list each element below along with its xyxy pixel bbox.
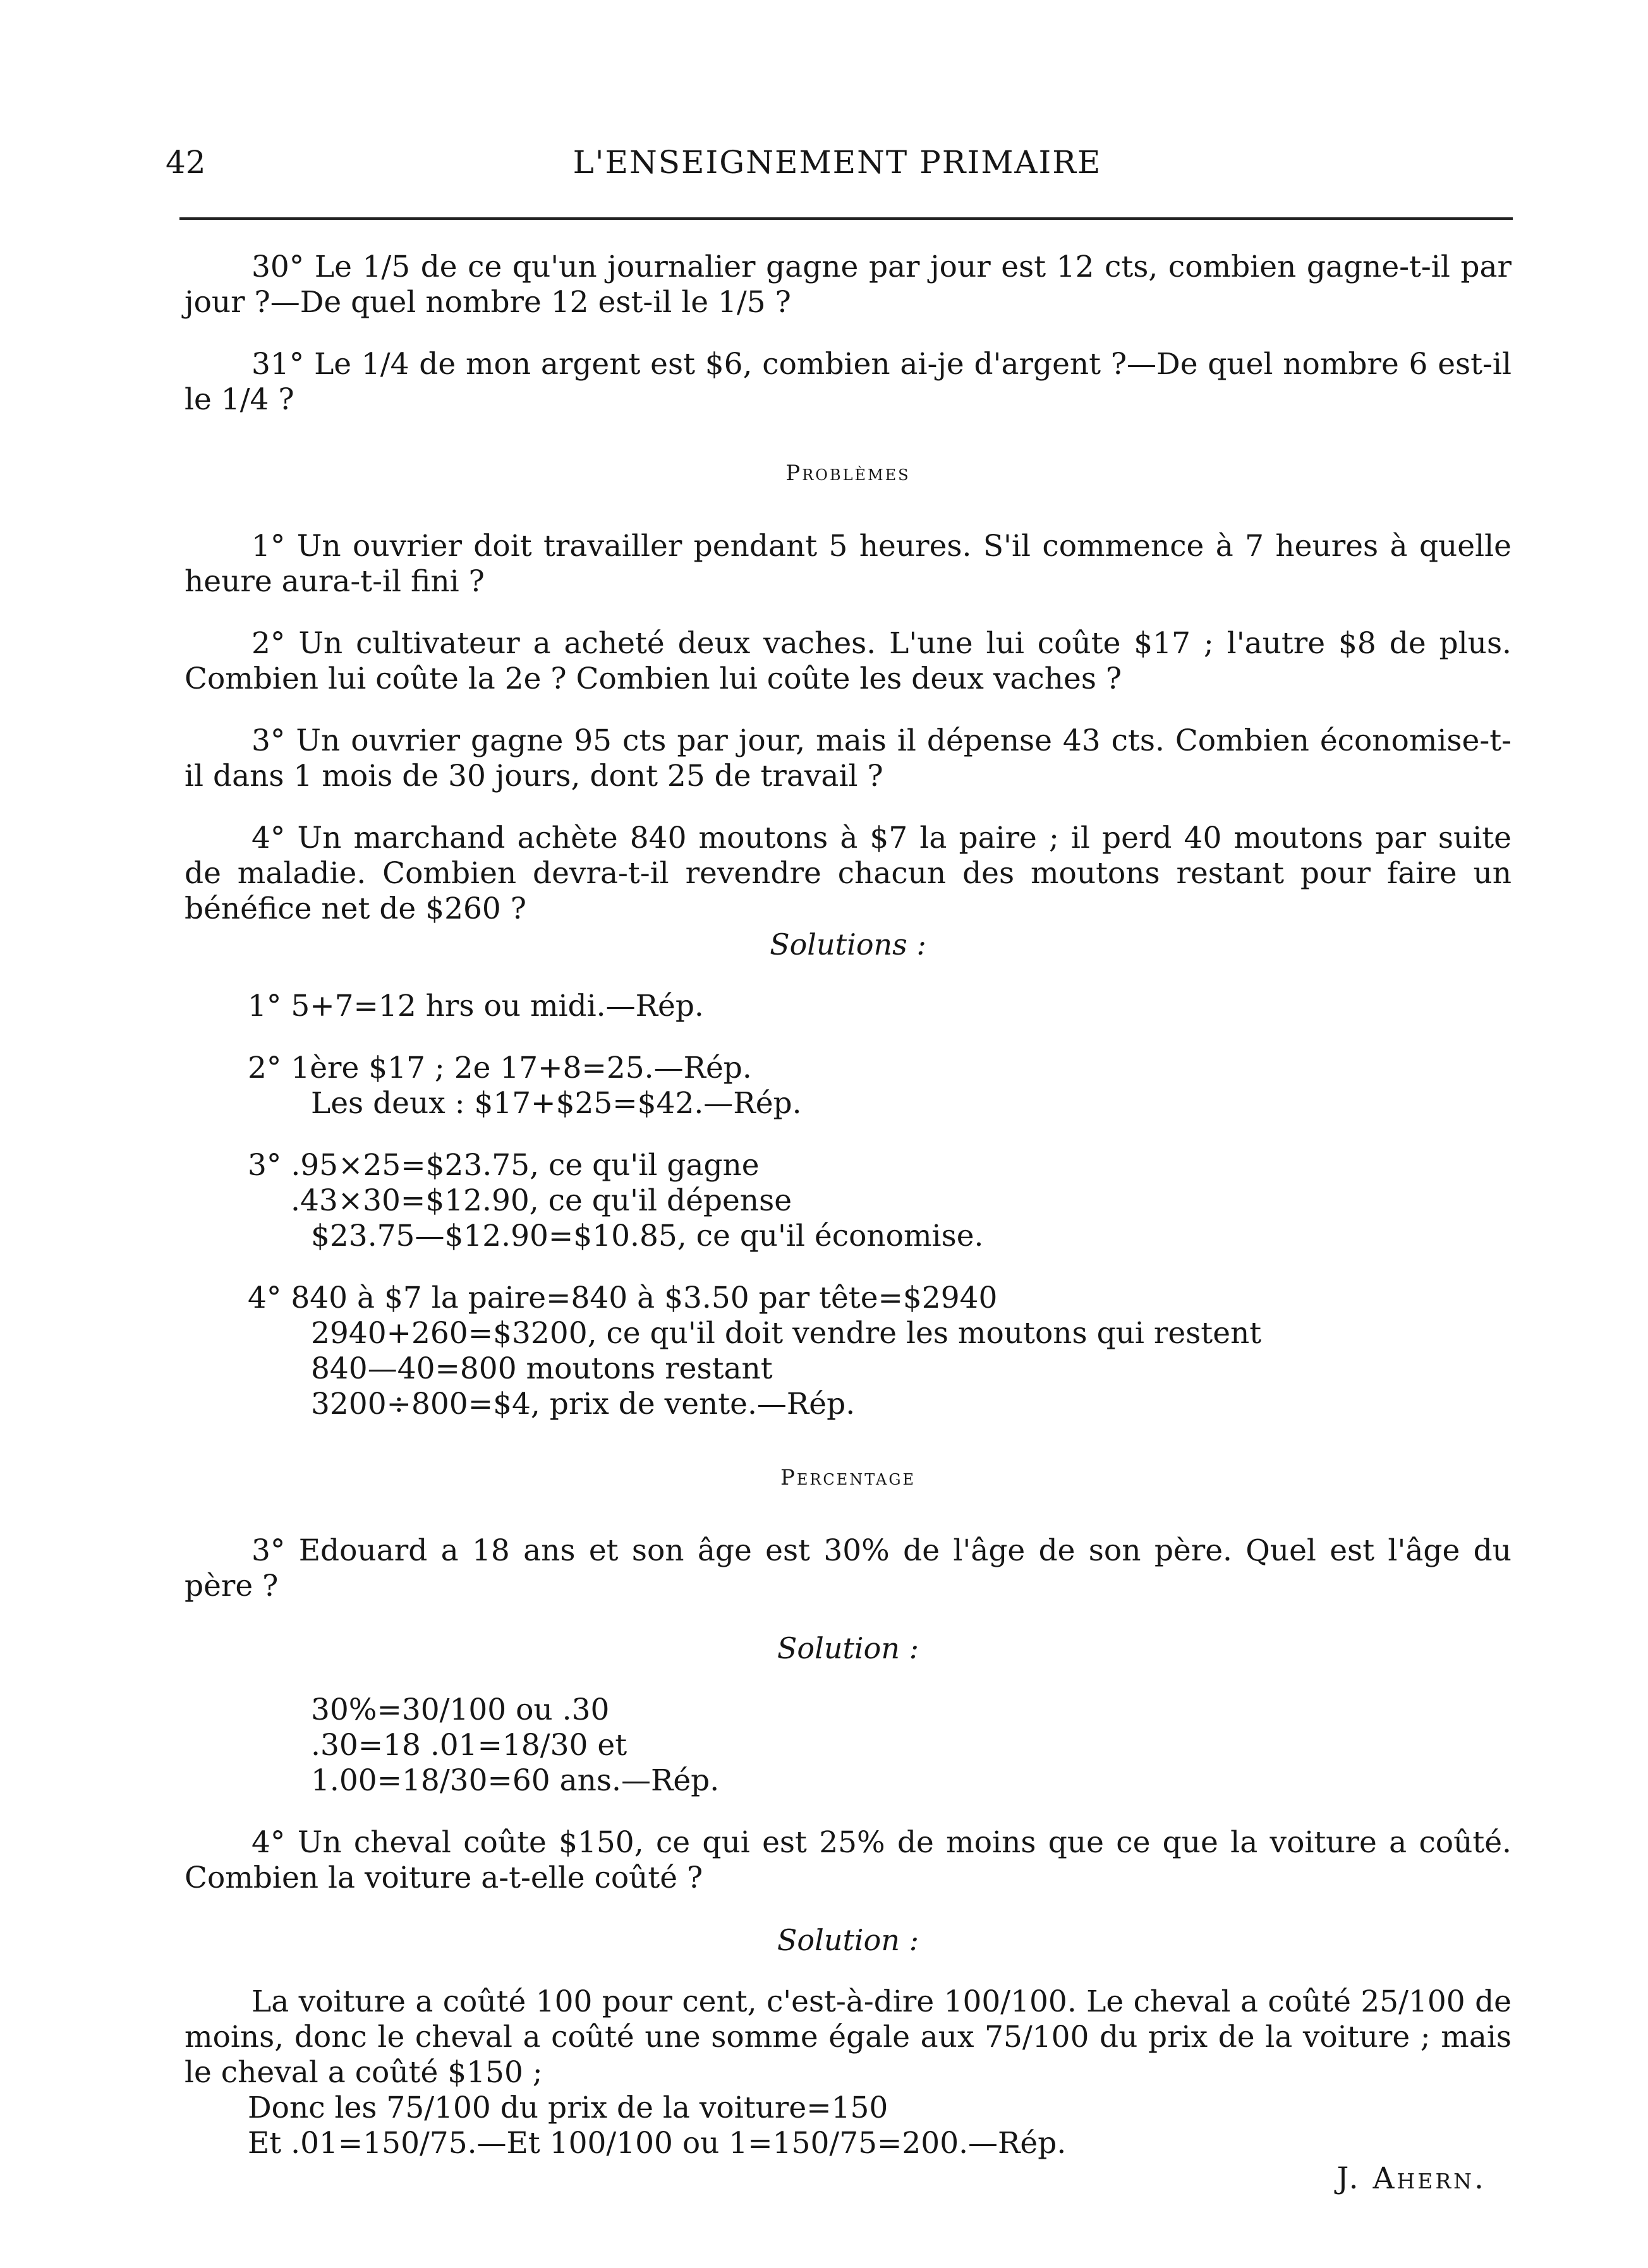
percentage-problem-4: 4° Un cheval coûte $150, ce qui est 25% de moins que ce que la voiture a coûté. Combien la voiture a-t-elle coûté ? bbox=[185, 1825, 1512, 1895]
pct-solution-3-line-3: 1.00=18/30=60 ans.—Rép. bbox=[311, 1763, 720, 1798]
percentage-problem-3: 3° Edouard a 18 ans et son âge est 30% de l'âge de son père. Quel est l'âge du père ? bbox=[185, 1533, 1512, 1603]
running-title: L'ENSEIGNEMENT PRIMAIRE bbox=[573, 144, 1102, 181]
solution-3-line-1: 3° .95×25=$23.75, ce qu'il gagne bbox=[248, 1148, 760, 1183]
pct-solution-4-paragraph: La voiture a coûté 100 pour cent, c'est-à-dire 100/100. Le cheval a coûté 25/100 de moins, donc le cheval a coûté une somme égale aux 75/100 du prix de la voiture ; mais le cheval a coûté $150 ; bbox=[185, 1984, 1512, 2090]
solution-heading-1: Solution : bbox=[777, 1631, 919, 1665]
solution-2-line-1: 2° 1ère $17 ; 2e 17+8=25.—Rép. bbox=[248, 1051, 752, 1085]
solution-4-line-2: 2940+260=$3200, ce qu'il doit vendre les moutons qui restent bbox=[311, 1316, 1262, 1351]
solution-4-line-1: 4° 840 à $7 la paire=840 à $3.50 par tête=$2940 bbox=[248, 1281, 998, 1315]
pct-solution-4-line-3: Et .01=150/75.—Et 100/100 ou 1=150/75=200.—Rép. bbox=[248, 2126, 1067, 2161]
solutions-heading: Solutions : bbox=[770, 927, 926, 962]
author-signature: J. Ahern. bbox=[1336, 2161, 1486, 2196]
solution-4-line-4: 3200÷800=$4, prix de vente.—Rép. bbox=[311, 1387, 856, 1421]
page-header bbox=[166, 144, 1509, 188]
problem-1: 1° Un ouvrier doit travailler pendant 5 heures. S'il commence à 7 heures à quelle heure aura-t-il fini ? bbox=[185, 529, 1512, 599]
solution-heading-2: Solution : bbox=[777, 1923, 919, 1957]
pct-solution-3-line-1: 30%=30/100 ou .30 bbox=[311, 1692, 610, 1727]
exercise-31: 31° Le 1/4 de mon argent est $6, combien ai-je d'argent ?—De quel nombre 6 est-il le 1/4 ? bbox=[185, 347, 1512, 417]
pct-solution-4-line-2: Donc les 75/100 du prix de la voiture=150 bbox=[248, 2090, 888, 2125]
solution-3-line-3: $23.75—$12.90=$10.85, ce qu'il économise. bbox=[311, 1219, 984, 1253]
solution-2-line-2: Les deux : $17+$25=$42.—Rép. bbox=[311, 1086, 802, 1121]
pct-solution-3-line-2: .30=18 .01=18/30 et bbox=[311, 1728, 627, 1763]
problem-4: 4° Un marchand achète 840 moutons à $7 la paire ; il perd 40 moutons par suite de maladie. Combien devra-t-il revendre chacun des moutons restant pour faire un bénéfice net de $260 ? bbox=[185, 821, 1512, 926]
solution-1: 1° 5+7=12 hrs ou midi.—Rép. bbox=[248, 989, 704, 1023]
solution-4-line-3: 840—40=800 moutons restant bbox=[311, 1351, 773, 1386]
article-body bbox=[185, 250, 1512, 2197]
solution-3-line-2: .43×30=$12.90, ce qu'il dépense bbox=[291, 1183, 792, 1218]
percentage-heading: Percentage bbox=[780, 1465, 916, 1490]
header-rule bbox=[179, 217, 1513, 220]
problem-3: 3° Un ouvrier gagne 95 cts par jour, mais il dépense 43 cts. Combien économise-t-il dans 1 mois de 30 jours, dont 25 de travail ? bbox=[185, 723, 1512, 793]
page-number: 42 bbox=[166, 144, 206, 181]
exercise-30: 30° Le 1/5 de ce qu'un journalier gagne par jour est 12 cts, combien gagne-t-il par jour ?—De quel nombre 12 est-il le 1/5 ? bbox=[185, 250, 1512, 320]
problems-heading: Problèmes bbox=[785, 461, 911, 486]
problem-2: 2° Un cultivateur a acheté deux vaches. L'une lui coûte $17 ; l'autre $8 de plus. Combien lui coûte la 2e ? Combien lui coûte les deux vaches ? bbox=[185, 626, 1512, 696]
